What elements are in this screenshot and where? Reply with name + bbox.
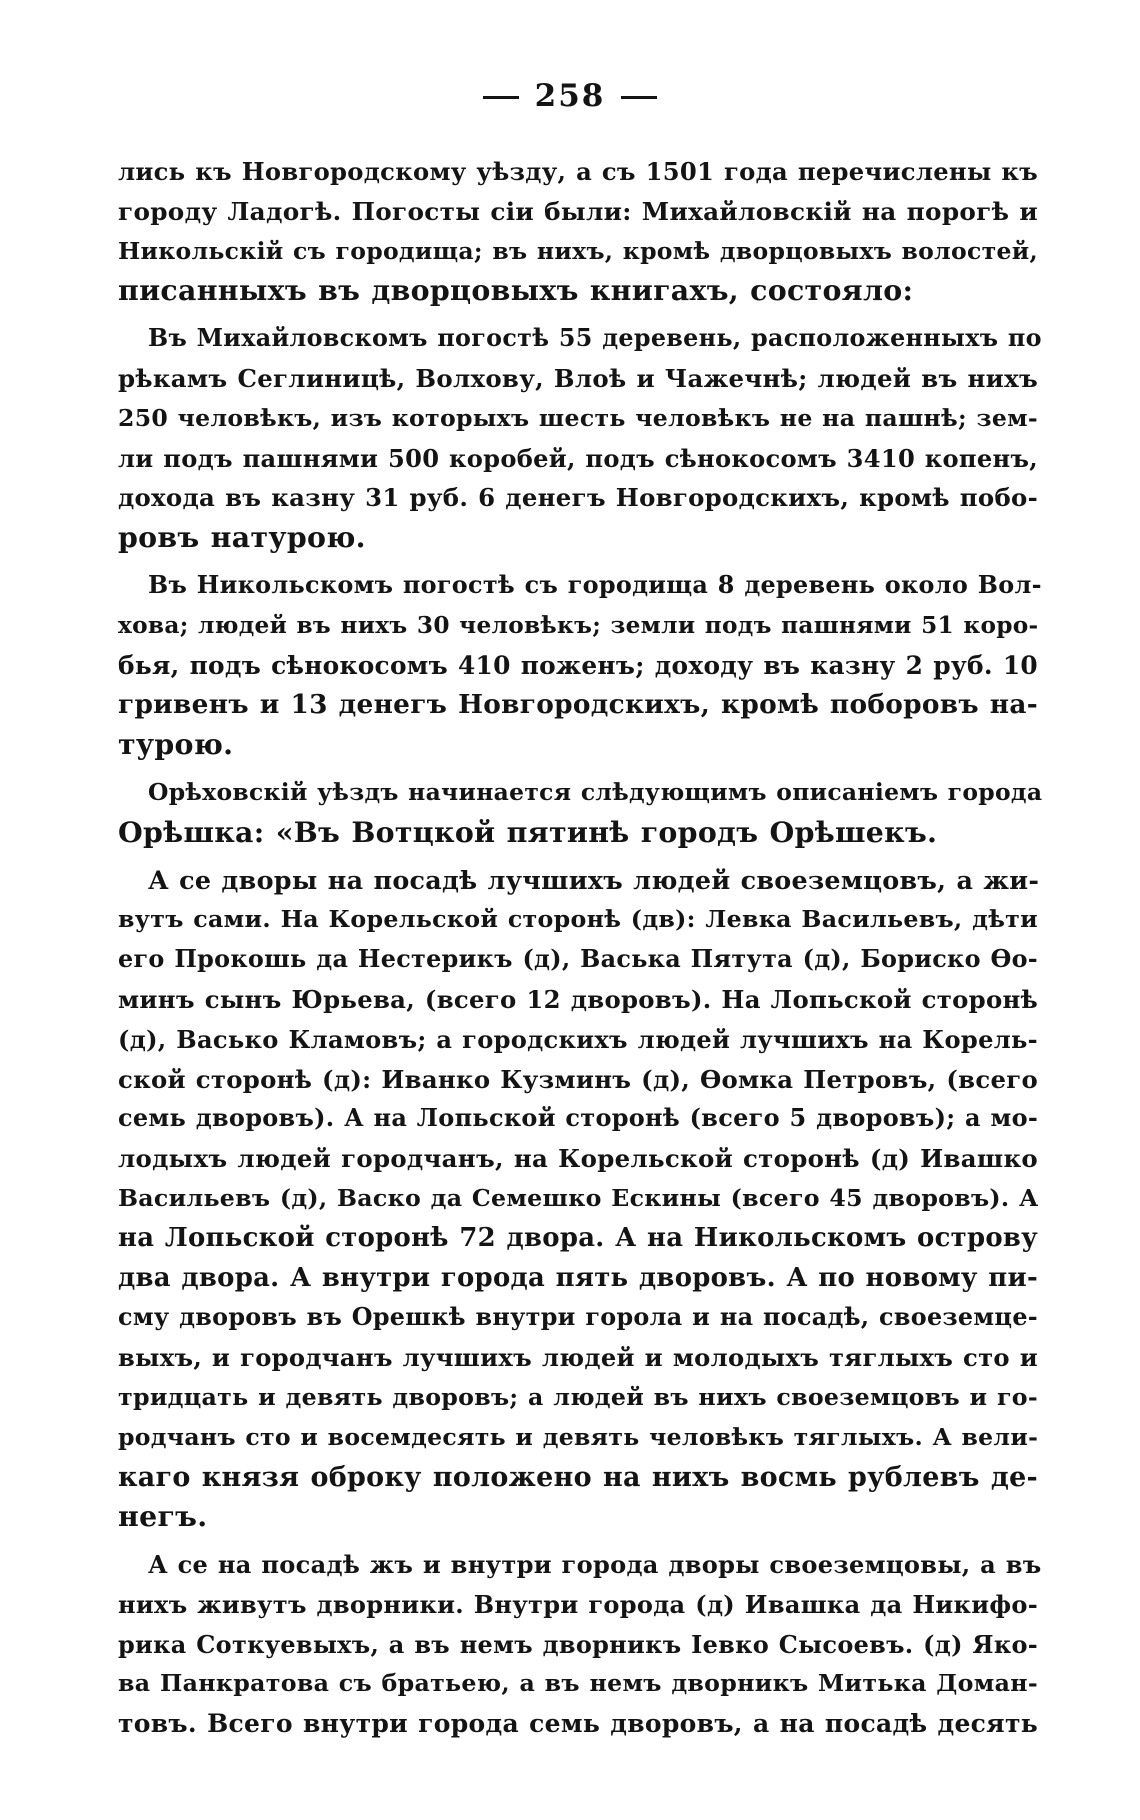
paragraph bbox=[118, 861, 1038, 1538]
text-line: сму дворовъ въ Орешкѣ внутри горола и на посадѣ, своеземце- bbox=[118, 1303, 1038, 1332]
paragraph bbox=[118, 319, 1042, 558]
text-line: городу Ладогѣ. Погосты сіи были: Михайловскій на порогѣ и bbox=[118, 196, 1038, 226]
page-number-header bbox=[0, 78, 1140, 114]
text-line: негъ. bbox=[118, 1499, 208, 1534]
text-line: Орѣшка: «Въ Вотцкой пятинѣ городъ Орѣшекъ. bbox=[118, 814, 938, 849]
text-line: Въ Михайловскомъ погостѣ 55 деревень, расположенныхъ по bbox=[148, 324, 1042, 353]
text-line: лодыхъ людей городчанъ, на Корельской сторонѣ (д) Ивашко bbox=[118, 1144, 1038, 1174]
text-line: писанныхъ въ дворцовыхъ книгахъ, состояло: bbox=[118, 273, 914, 308]
text-line: семь дворовъ). А на Лопьской сторонѣ (всего 5 дворовъ); а мо- bbox=[118, 1104, 1039, 1133]
text-line: на Лопьской сторонѣ 72 двора. А на Никольскомъ острову bbox=[118, 1222, 1038, 1253]
text-line: выхъ, и городчанъ лучшихъ людей и молодыхъ тяглыхъ сто и bbox=[118, 1343, 1038, 1373]
text-line: тридцать и девять дворовъ; а людей въ нихъ своеземцовъ и го- bbox=[118, 1382, 1038, 1411]
text-line: ва Панкратова съ братьею, а въ немъ дворникъ Митька Доман- bbox=[118, 1669, 1038, 1698]
paragraph bbox=[118, 1545, 1042, 1744]
text-line: Орѣховскій уѣздъ начинается слѣдующимъ описаніемъ города bbox=[148, 777, 1043, 806]
text-line: вутъ сами. На Корельской сторонѣ (дв): Левка Васильевъ, дѣти bbox=[118, 905, 1038, 934]
text-line: ли подъ пашнями 500 коробей, подъ сѣнокосомъ 3410 копенъ, bbox=[118, 443, 1038, 473]
text-line: лись къ Новгородскому уѣзду, а съ 1501 года перечислены къ bbox=[118, 157, 1038, 186]
text-line: рѣкамъ Сеглиницѣ, Волхову, Влоѣ и Чажечнѣ; людей въ нихъ bbox=[118, 363, 1038, 393]
text-line: рика Соткуевыхъ, а въ немъ дворникъ Іевко Сысоевъ. (д) Яко- bbox=[118, 1629, 1038, 1659]
text-line: А се дворы на посадѣ лучшихъ людей своеземцовъ, а жи- bbox=[148, 864, 1040, 895]
text-line: Васильевъ (д), Васко да Семешко Ескины (всего 45 дворовъ). А bbox=[118, 1183, 1039, 1212]
text-line: его Прокошь да Нестерикъ (д), Васька Пятута (д), Бориско Ѳо- bbox=[118, 945, 1038, 974]
text-line: товъ. Всего внутри города семь дворовъ, а на посадѣ десять bbox=[118, 1709, 1038, 1739]
text-line: хова; людей въ нихъ 30 человѣкъ; земли подъ пашнями 51 коро- bbox=[118, 611, 1039, 639]
text-line: 250 человѣкъ, изъ которыхъ шесть человѣкъ не на пашнѣ; зем- bbox=[118, 403, 1038, 432]
body-text bbox=[118, 152, 1043, 1744]
paragraph bbox=[118, 566, 1042, 765]
left-dash bbox=[483, 96, 519, 99]
paragraph bbox=[118, 773, 1043, 853]
text-line: нихъ живутъ дворники. Внутри города (д) Ивашка да Никифо- bbox=[118, 1589, 1038, 1619]
text-line: Никольскій съ городища; въ нихъ, кромѣ дворцовыхъ волостей, bbox=[118, 236, 1038, 265]
text-line: дохода въ казну 31 руб. 6 денегъ Новгородскихъ, кромѣ побо- bbox=[118, 483, 1038, 513]
text-line: два двора. А внутри города пять дворовъ. А по новому пи- bbox=[118, 1262, 1038, 1293]
text-line: Въ Никольскомъ погостѣ съ городища 8 деревень около Вол- bbox=[148, 570, 1042, 599]
text-line: ровъ натурою. bbox=[118, 520, 366, 555]
text-line: каго князя оброку положено на нихъ восмь рублевъ де- bbox=[118, 1461, 1038, 1493]
text-line: турою. bbox=[118, 727, 234, 762]
right-dash bbox=[621, 96, 657, 99]
text-line: (д), Васько Кламовъ; а городскихъ людей лучшихъ на Корель- bbox=[118, 1024, 1038, 1054]
text-line: родчанъ сто и восемдесять и девять человѣкъ тяглыхъ. А вели- bbox=[118, 1422, 1039, 1451]
paragraph bbox=[118, 152, 1038, 311]
text-line: бья, подъ сѣнокосомъ 410 поженъ; доходу въ казну 2 руб. 10 bbox=[118, 650, 1038, 680]
text-line: ской сторонѣ (д): Иванко Кузминъ (д), Ѳомка Петровъ, (всего bbox=[118, 1064, 1038, 1094]
text-line: гривенъ и 13 денегъ Новгородскихъ, кромѣ поборовъ на- bbox=[118, 689, 1038, 721]
page-number: 258 bbox=[534, 78, 606, 114]
text-line: минъ сынъ Юрьева, (всего 12 дворовъ). На Лопьской сторонѣ bbox=[118, 984, 1038, 1014]
text-line: А се на посадѣ жъ и внутри города дворы своеземцовы, а въ bbox=[148, 1550, 1042, 1580]
